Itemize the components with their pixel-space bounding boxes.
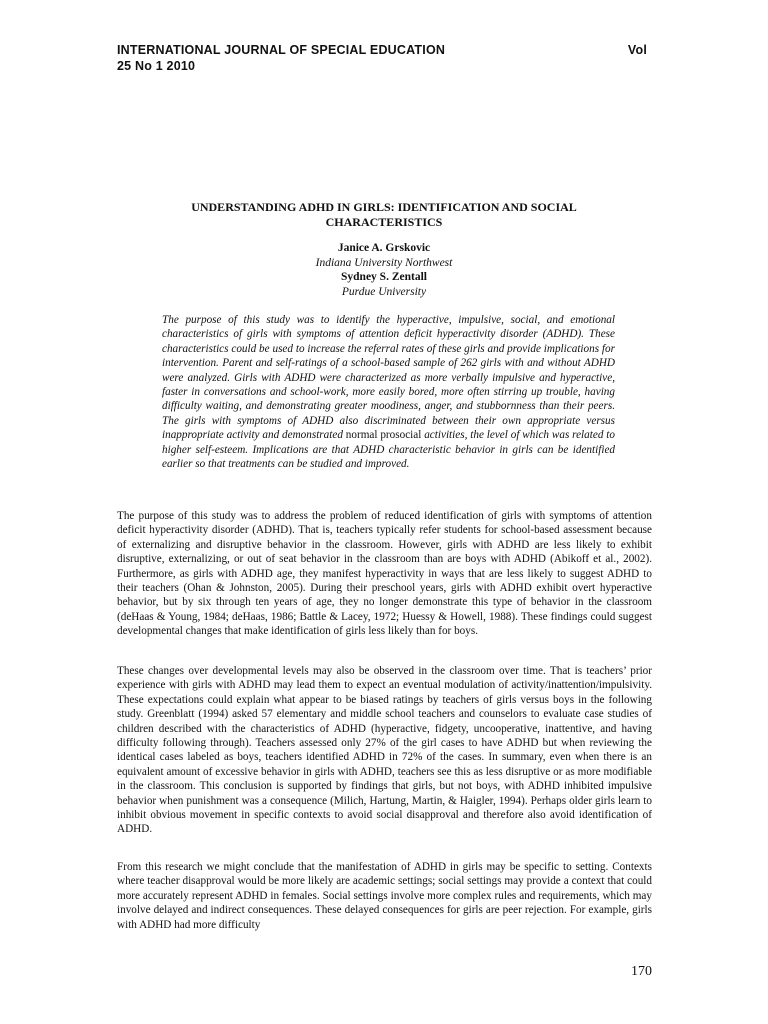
author-affiliation: Indiana University Northwest: [315, 256, 453, 269]
page-number: 170: [631, 964, 652, 979]
article-title: UNDERSTANDING ADHD IN GIRLS: IDENTIFICATION AND SOCIAL CHARACTERISTICS: [191, 200, 577, 229]
journal-volume-label: Vol: [627, 43, 647, 57]
journal-issue: 25 No 1 2010: [117, 59, 196, 73]
author-block: [150, 241, 618, 299]
abstract-text: activities, the level of which was related to higher self-esteem. Implications are that ADHD characteristic behavior in girls can be identified earlier so that treatments can be studied and improved.: [162, 429, 615, 471]
body-paragraph: From this research we might conclude that the manifestation of ADHD in girls may be specific to setting. Contexts where teacher disapproval would be more likely are academic settings; social settings may provide a context that could more accurately represent ADHD in females. Social settings involve more complex rules and requirements, which may involve delayed and indirect consequences. These delayed consequences for girls are peer rejection. For example, girls with ADHD had more difficulty: [117, 861, 652, 931]
body-paragraph: These changes over developmental levels may also be observed in the classroom over time. That is teachers’ prior experience with girls with ADHD may lead them to expect an eventual modulation of activity/inattention/impulsivity. These expectations could explain what appear to be biased ratings by teachers of girls versus boys in the following study. Greenblatt (1994) asked 57 elementary and middle school teachers and counselors to evaluate case studies of children described with the characteristics of ADHD (hyperactive, fidgety, uncooperative, inattentive, and having difficulty following through). Teachers assessed only 27% of the girl cases to have ADHD but when reviewing the identical cases labeled as boys, teachers identified ADHD in 72% of the cases. In summary, even when there is an equivalent amount of excessive behavior in girls with ADHD, teachers see this as less disruptive or as more modifiable in the classroom. This conclusion is supported by findings that girls, but not boys, with ADHD inhibited impulsive behavior when punishment was a consequence (Milich, Hartung, Martin, & Haigler, 1994). Perhaps older girls learn to inhibit obvious movement in specific contexts to avoid social disapproval and therefore also avoid identification of ADHD.: [117, 665, 652, 836]
journal-name: INTERNATIONAL JOURNAL OF SPECIAL EDUCATION: [117, 43, 446, 57]
author-name: Janice A. Grskovic: [337, 242, 431, 254]
body-paragraph: The purpose of this study was to address the problem of reduced identification of girls with symptoms of attention deficit hyperactivity disorder (ADHD). That is, teachers typically refer students for school-based assessment because of externalizing and disruptive behavior in the classroom. However, girls with ADHD are less likely to exhibit disruptive, externalizing, or out of seat behavior in the classroom than are boys with ADHD (Abikoff et al., 2002). Furthermore, as girls with ADHD age, they manifest hyperactivity in ways that are less likely to suggest ADHD to their teachers (Ohan & Johnston, 2005). During their preschool years, girls with ADHD exhibit overt hyperactive behavior, but by six through ten years of age, they no longer demonstrate this type of behavior in the classroom (deHaas & Young, 1984; deHaas, 1986; Battle & Lacey, 1972; Huessy & Howell, 1988). These findings could suggest developmental changes that make identification of girls less likely than for boys.: [117, 510, 652, 638]
journal-header: [117, 42, 647, 74]
author-affiliation: Purdue University: [341, 285, 427, 298]
abstract: [162, 313, 615, 471]
author-name: Sydney S. Zentall: [341, 271, 427, 283]
abstract-text-roman: normal prosocial: [345, 429, 422, 442]
abstract-text: The purpose of this study was to identify the hyperactive, impulsive, social, and emotional characteristics of girls with symptoms of attention deficit hyperactivity disorder (ADHD). These characteristics could be used to increase the referral rates of these girls and provide implications for intervention. Parent and self-ratings of a school-based sample of 262 girls with and without ADHD were analyzed. Girls with ADHD were characterized as more verbally impulsive and hyperactive, faster in conversations and school-work, more easily bored, more often stirring up trouble, having difficulty waiting, and demonstrating greater moodiness, anger, and stubbornness than their peers. The girls with symptoms of ADHD also discriminated between their own appropriate versus inappropriate activity and demonstrated: [162, 314, 615, 442]
